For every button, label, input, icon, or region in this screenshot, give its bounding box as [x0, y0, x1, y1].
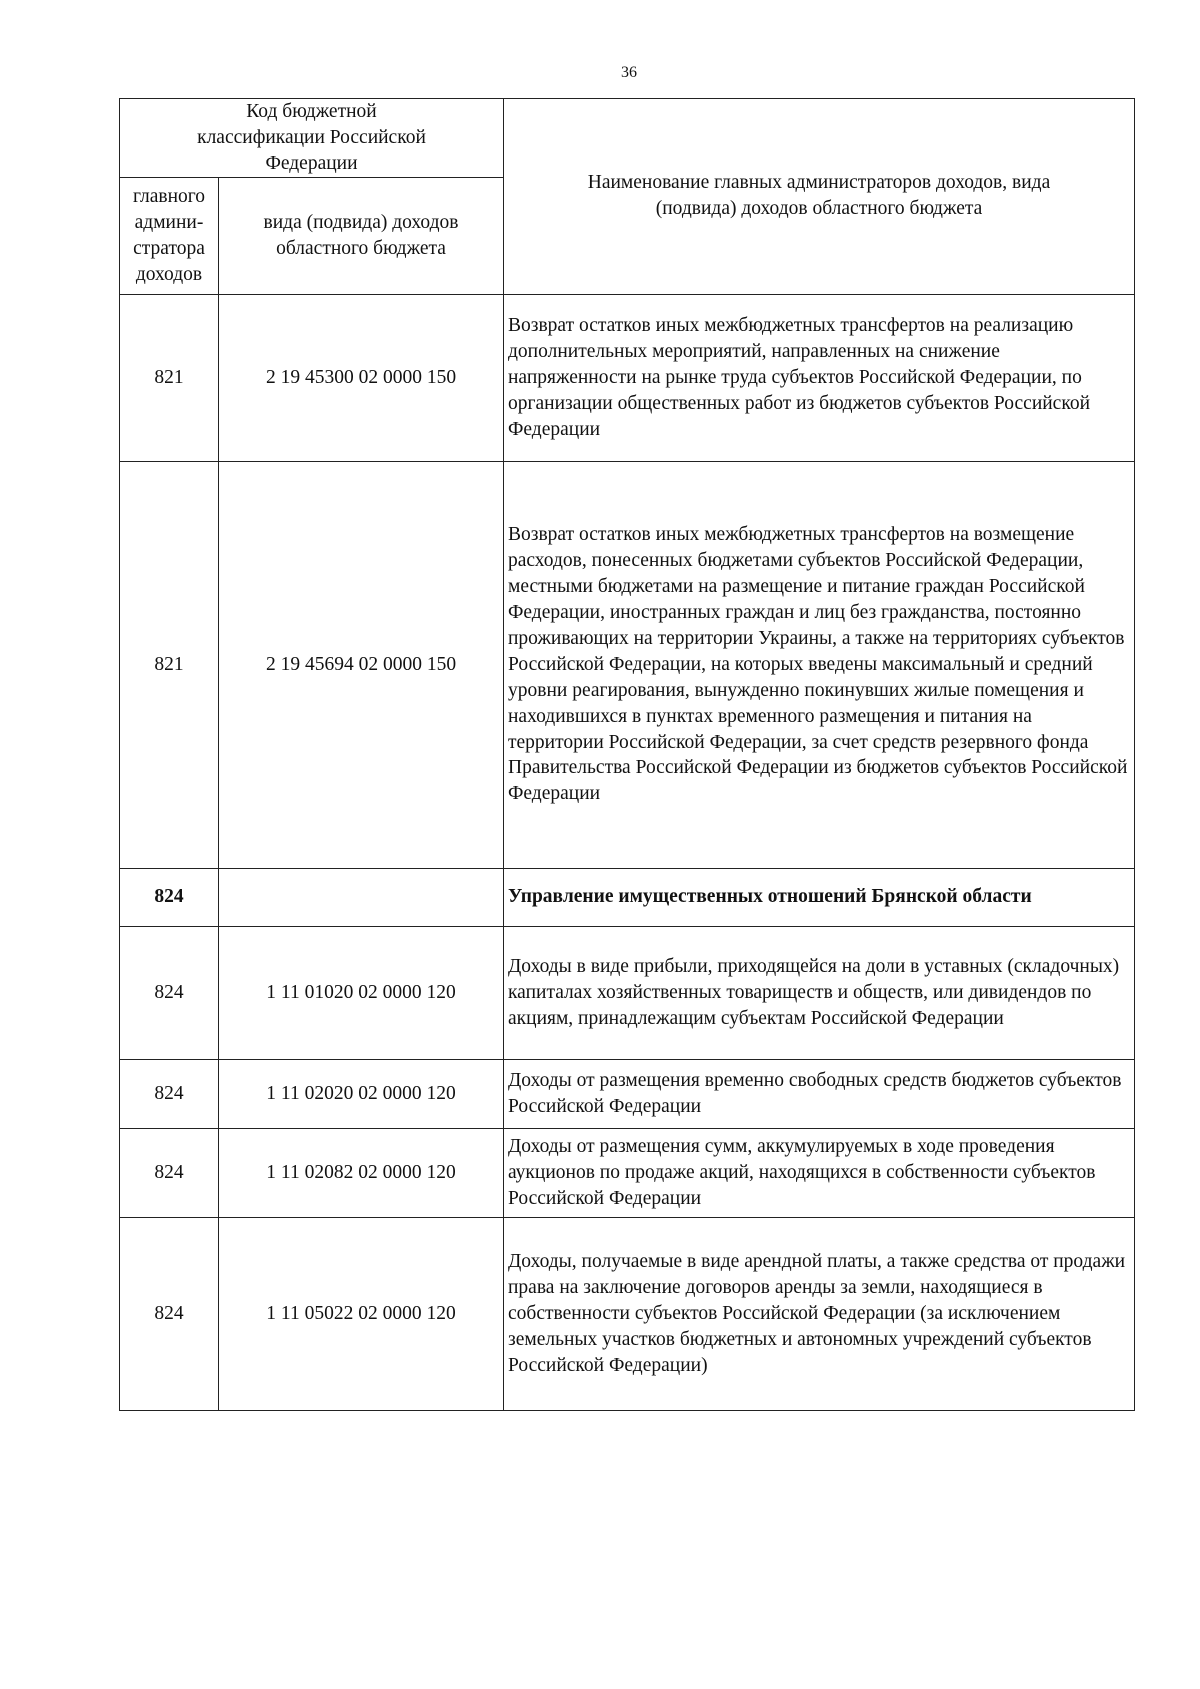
- admin-code-cell: 824: [120, 926, 219, 1059]
- header-name: Наименование главных администраторов доходов, вида (подвида) доходов областного бюджета: [504, 99, 1135, 295]
- budget-classification-table: [119, 98, 1135, 1411]
- admin-code-cell: 824: [120, 1217, 219, 1410]
- income-code-cell: 1 11 05022 02 0000 120: [219, 1217, 504, 1410]
- header-admin: главного админи-стратора доходов: [120, 177, 219, 294]
- table-row: [120, 1059, 1135, 1128]
- header-group-code: Код бюджетной классификации Российской Федерации: [120, 99, 504, 178]
- admin-code-cell: 824: [120, 1059, 219, 1128]
- header-row-group: [120, 99, 1135, 178]
- table-row: [120, 294, 1135, 461]
- table-row: [120, 461, 1135, 868]
- income-name-cell: Доходы от размещения сумм, аккумулируемых в ходе проведения аукционов по продаже акций, находящихся в собственности субъектов Российской Федерации: [504, 1128, 1135, 1217]
- admin-code-cell: 824: [120, 868, 219, 926]
- income-name-cell: Доходы, получаемые в виде арендной платы, а также средства от продажи права на заключение договоров аренды за земли, находящиеся в собственности субъектов Российской Федерации (за исключением земельных участков бюджетных и автономных учреждений субъектов Российской Федерации): [504, 1217, 1135, 1410]
- header-code: вида (подвида) доходов областного бюджета: [219, 177, 504, 294]
- income-name-cell: Доходы в виде прибыли, приходящейся на доли в уставных (складочных) капиталах хозяйственных товариществ и обществ, или дивидендов по акциям, принадлежащим субъектам Российской Федерации: [504, 926, 1135, 1059]
- income-code-cell: 2 19 45694 02 0000 150: [219, 461, 504, 868]
- income-code-cell: [219, 868, 504, 926]
- admin-code-cell: 821: [120, 294, 219, 461]
- income-name-cell: Возврат остатков иных межбюджетных трансфертов на возмещение расходов, понесенных бюджетами субъектов Российской Федерации, местными бюджетами на размещение и питание граждан Российской Федерации, иностранных граждан и лиц без гражданства, постоянно проживающих на территории Украины, а также на территориях субъектов Российской Федерации, на которых введены максимальный и средний уровни реагирования, вынужденно покинувших жилые помещения и находившихся в пунктах временного размещения и питания на территории Российской Федерации, за счет средств резервного фонда Правительства Российской Федерации из бюджетов субъектов Российской Федерации: [504, 461, 1135, 868]
- income-code-cell: 2 19 45300 02 0000 150: [219, 294, 504, 461]
- table-row: [120, 1217, 1135, 1410]
- income-code-cell: 1 11 02082 02 0000 120: [219, 1128, 504, 1217]
- admin-code-cell: 821: [120, 461, 219, 868]
- table-row: [120, 1128, 1135, 1217]
- admin-code-cell: 824: [120, 1128, 219, 1217]
- table-row-administrator-heading: [120, 868, 1135, 926]
- table-row: [120, 926, 1135, 1059]
- income-code-cell: 1 11 01020 02 0000 120: [219, 926, 504, 1059]
- administrator-name-cell: Управление имущественных отношений Брянской области: [504, 868, 1135, 926]
- income-name-cell: Возврат остатков иных межбюджетных трансфертов на реализацию дополнительных мероприятий, направленных на снижение напряженности на рынке труда субъектов Российской Федерации, по организации общественных работ из бюджетов субъектов Российской Федерации: [504, 294, 1135, 461]
- page-number: 36: [621, 64, 637, 81]
- income-name-cell: Доходы от размещения временно свободных средств бюджетов субъектов Российской Федерации: [504, 1059, 1135, 1128]
- income-code-cell: 1 11 02020 02 0000 120: [219, 1059, 504, 1128]
